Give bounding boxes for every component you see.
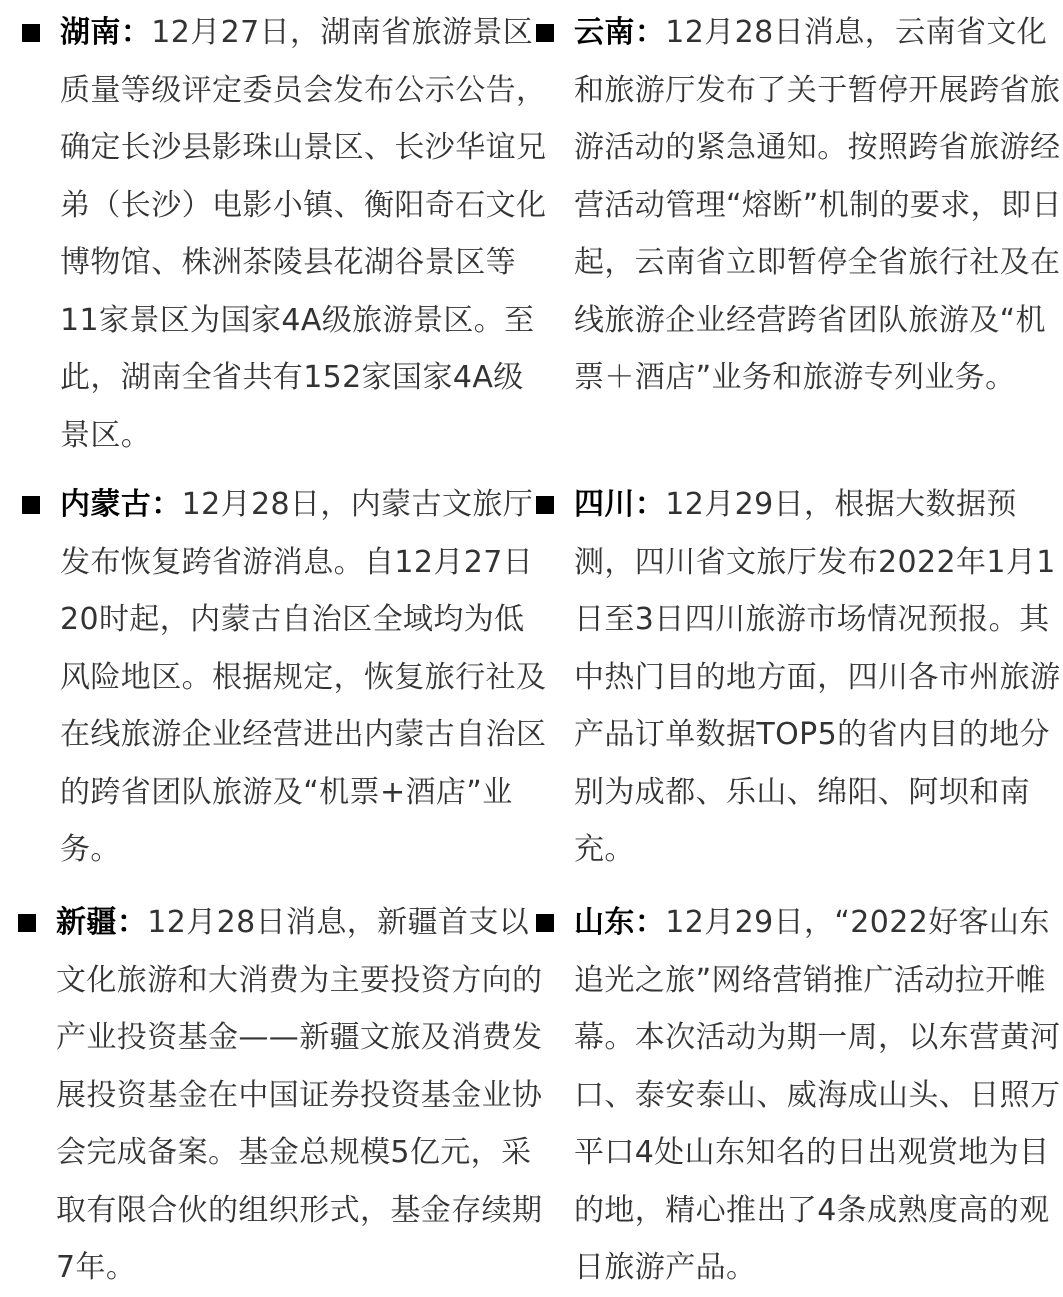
news-item-yunnan [574, 4, 1063, 407]
square-bullet-icon [18, 914, 36, 932]
square-bullet-icon [536, 496, 554, 514]
item-text: 12月28日消息，云南省文化和旅游厅发布了关于暂停开展跨省旅游活动的紧急通知。按照跨省旅游经营活动管理“熔断”机制的要求，即日起，云南省立即暂停全省旅行社及在线旅游企业经营跨省团队旅游及“机票＋酒店”业务和旅游专列业务。 [574, 15, 1062, 395]
item-text: 12月27日，湖南省旅游景区质量等级评定委员会发布公示公告，确定长沙县影珠山景区、长沙华谊兄弟（长沙）电影小镇、衡阳奇石文化博物馆、株洲茶陵县花湖谷景区等11家景区为国家4A级旅游景区。至此，湖南全省共有152家国家4A级景区。 [60, 15, 547, 453]
square-bullet-icon [22, 24, 40, 42]
item-text: 12月28日，内蒙古文旅厅发布恢复跨省游消息。自12月27日20时起，内蒙古自治区全域均为低风险地区。根据规定，恢复旅行社及在线旅游企业经营进出内蒙古自治区的跨省团队旅游及“机票+酒店”业务。 [60, 487, 547, 867]
news-item-hunan [60, 4, 550, 464]
item-colon: ： [634, 487, 666, 522]
news-item-neimenggu [60, 476, 550, 879]
item-colon: ： [151, 487, 182, 522]
item-title: 山东 [574, 905, 635, 940]
item-colon: ： [634, 15, 666, 50]
item-title: 湖南 [60, 15, 121, 50]
item-colon: ： [120, 15, 152, 50]
square-bullet-icon [536, 914, 554, 932]
item-colon: ： [634, 905, 666, 940]
square-bullet-icon [22, 496, 40, 514]
item-title: 四川 [574, 487, 635, 522]
item-title: 内蒙古 [60, 487, 152, 522]
item-colon: ： [116, 905, 148, 940]
news-item-sichuan [574, 476, 1063, 879]
square-bullet-icon [536, 24, 554, 42]
news-item-xinjiang [56, 894, 546, 1297]
item-title: 新疆 [56, 905, 117, 940]
item-text: 12月29日，“2022好客山东追光之旅”网络营销推广活动拉开帷幕。本次活动为期一周，以东营黄河口、泰安泰山、威海成山头、日照万平口4处山东知名的日出观赏地为目的地，精心推出了4条成熟度高的观日旅游产品。 [574, 905, 1061, 1285]
item-title: 云南 [574, 15, 635, 50]
item-text: 12月28日消息，新疆首支以文化旅游和大消费为主要投资方向的产业投资基金——新疆文旅及消费发展投资基金在中国证券投资基金业协会完成备案。基金总规模5亿元，采取有限合伙的组织形式，基金存续期7年。 [56, 905, 543, 1285]
item-text: 12月29日，根据大数据预测，四川省文旅厅发布2022年1月1日至3日四川旅游市场情况预报。其中热门目的地方面，四川各市州旅游产品订单数据TOP5的省内目的地分别为成都、乐山、绵阳、阿坝和南充。 [574, 487, 1061, 867]
news-item-shandong [574, 894, 1063, 1297]
